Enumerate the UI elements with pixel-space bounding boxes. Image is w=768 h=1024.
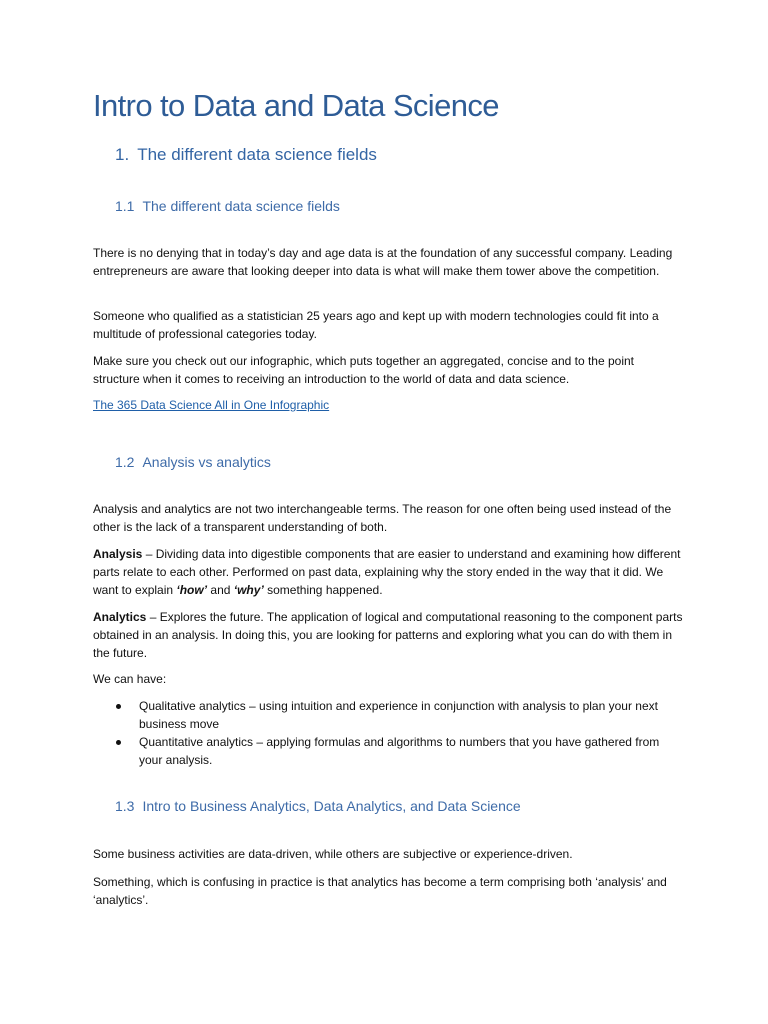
bullet-icon	[116, 704, 121, 709]
paragraph-statistician: Someone who qualified as a statistician 25 years ago and kept up with modern technologies could fit into a multitude of professional categories today.	[93, 309, 659, 341]
paragraph-analysis-vs-analytics: Analysis and analytics are not two interchangeable terms. The reason for one often being used instead of the other is the lack of a transparent understanding of both.	[93, 502, 672, 534]
section-1-1-heading	[115, 198, 340, 214]
analysis-term: Analysis	[93, 547, 143, 561]
analytics-text: – Explores the future. The application of logical and computational reasoning to the component parts obtained in an analysis. In doing this, you are looking for patterns and exploring what you can do with them in the future.	[93, 610, 683, 660]
section-1-3-heading	[115, 798, 521, 814]
how-term: ‘how’	[176, 583, 208, 597]
document-title: Intro to Data and Data Science	[93, 88, 499, 123]
section-1-3-number: 1.3	[115, 798, 135, 814]
analysis-end-text: something happened.	[263, 583, 383, 597]
paragraph-confusing-term: Something, which is confusing in practice is that analytics has become a term comprising both ‘analysis’ and ‘analytics’.	[93, 875, 667, 907]
analytics-types-list	[93, 697, 683, 769]
section-1-3-heading-text: Intro to Business Analytics, Data Analytics, and Data Science	[142, 798, 521, 814]
why-term: ‘why’	[233, 583, 264, 597]
paragraph-analytics-definition	[93, 608, 683, 662]
paragraph-analysis-definition	[93, 545, 683, 599]
list-item	[93, 697, 683, 733]
analysis-text: – Dividing data into digestible components that are easier to understand and examining how different parts relate to each other. Performed on past data, explaining why the story ended in the way that it did. We want to explain	[93, 547, 681, 597]
section-1-1-number: 1.1	[115, 198, 135, 214]
section-1-2-number: 1.2	[115, 454, 135, 470]
paragraph-data-driven: Some business activities are data-driven, while others are subjective or experience-driven.	[93, 847, 573, 861]
section-1-number: 1.	[115, 145, 130, 164]
and-text: and	[207, 583, 234, 597]
infographic-link[interactable]: The 365 Data Science All in One Infographic	[93, 398, 330, 412]
paragraph-infographic: Make sure you check out our infographic, which puts together an aggregated, concise and to the point structure when it comes to receiving an introduction to the world of data and data science.	[93, 354, 635, 386]
list-item	[93, 733, 683, 769]
section-1-2-heading	[115, 454, 271, 470]
analytics-term: Analytics	[93, 610, 147, 624]
list-item-text: Quantitative analytics – applying formulas and algorithms to numbers that you have gathered from your analysis.	[139, 735, 660, 767]
bullet-icon	[116, 740, 121, 745]
section-1-heading-text: The different data science fields	[137, 145, 377, 164]
paragraph-we-can-have: We can have:	[93, 672, 167, 686]
section-1-heading	[115, 145, 377, 165]
list-item-text: Qualitative analytics – using intuition and experience in conjunction with analysis to plan your next business move	[139, 699, 658, 731]
section-1-1-heading-text: The different data science fields	[142, 198, 340, 214]
paragraph-data-foundation: There is no denying that in today’s day and age data is at the foundation of any successful company. Leading entrepreneurs are aware that looking deeper into data is what will make them tower above the competition.	[93, 246, 673, 278]
section-1-2-heading-text: Analysis vs analytics	[142, 454, 271, 470]
